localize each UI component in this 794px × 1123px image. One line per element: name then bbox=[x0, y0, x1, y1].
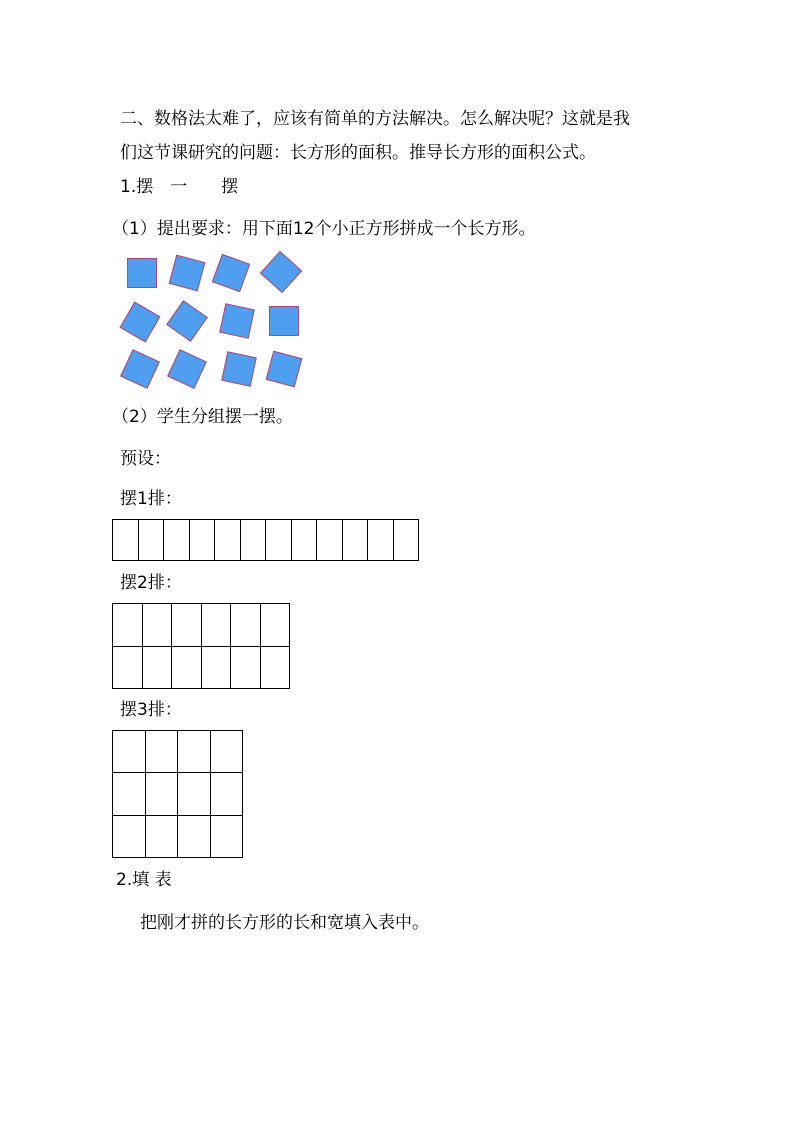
grid-cell bbox=[145, 815, 178, 857]
intro-line-2: 们这节课研究的问题：长方形的面积。推导长方形的面积公式。 bbox=[120, 143, 596, 163]
row3-label: 摆3排： bbox=[120, 700, 182, 720]
small-square bbox=[120, 349, 160, 389]
grid-cell bbox=[266, 520, 292, 561]
small-square bbox=[266, 351, 303, 388]
grid-cell bbox=[231, 604, 261, 647]
grid-cell bbox=[172, 646, 202, 689]
grid-cell bbox=[164, 520, 190, 561]
grid-cell bbox=[393, 520, 419, 561]
grid-cell bbox=[210, 815, 243, 857]
grid-cell bbox=[178, 815, 211, 857]
row2-label: 摆2排： bbox=[120, 573, 182, 593]
small-square bbox=[269, 306, 299, 336]
grid-cell bbox=[231, 646, 261, 689]
grid-2-rows bbox=[112, 603, 290, 689]
small-square bbox=[260, 251, 302, 293]
grid-3-rows bbox=[112, 730, 243, 858]
row1-label: 摆1排： bbox=[120, 489, 182, 509]
step1-group-activity: （2）学生分组摆一摆。 bbox=[112, 407, 293, 427]
step1-heading: 1.摆 一 摆 bbox=[120, 177, 239, 197]
small-square bbox=[167, 349, 207, 389]
grid-1-row bbox=[112, 519, 419, 561]
step2-heading: 2.填 表 bbox=[116, 870, 172, 890]
grid-cell bbox=[172, 604, 202, 647]
grid-cell bbox=[113, 520, 139, 561]
grid-cell bbox=[142, 604, 172, 647]
step2-text: 把刚才拼的长方形的长和宽填入表中。 bbox=[140, 913, 429, 933]
grid-cell bbox=[113, 604, 143, 647]
grid-cell bbox=[178, 731, 211, 773]
grid-cell bbox=[201, 604, 231, 647]
grid-cell bbox=[138, 520, 164, 561]
grid-cell bbox=[210, 731, 243, 773]
small-square bbox=[127, 258, 157, 288]
small-squares-group bbox=[118, 248, 318, 394]
grid-cell bbox=[240, 520, 266, 561]
grid-cell bbox=[113, 731, 146, 773]
small-square bbox=[166, 300, 208, 342]
grid-cell bbox=[113, 773, 146, 815]
small-square bbox=[169, 255, 206, 292]
grid-cell bbox=[145, 773, 178, 815]
grid-cell bbox=[113, 815, 146, 857]
intro-line-1: 二、数格法太难了，应该有简单的方法解决。怎么解决呢？这就是我 bbox=[120, 109, 630, 129]
step1-requirement: （1）提出要求：用下面12个小正方形拼成一个长方形。 bbox=[112, 219, 536, 239]
grid-cell bbox=[201, 646, 231, 689]
grid-cell bbox=[145, 731, 178, 773]
small-square bbox=[212, 254, 250, 292]
grid-cell bbox=[142, 646, 172, 689]
grid-cell bbox=[178, 773, 211, 815]
grid-cell bbox=[189, 520, 215, 561]
small-square bbox=[221, 351, 257, 387]
grid-cell bbox=[368, 520, 394, 561]
grid-cell bbox=[215, 520, 241, 561]
small-square bbox=[219, 303, 255, 339]
small-square bbox=[120, 302, 161, 343]
preset-label: 预设： bbox=[120, 449, 171, 469]
grid-cell bbox=[113, 646, 143, 689]
grid-cell bbox=[317, 520, 343, 561]
grid-cell bbox=[291, 520, 317, 561]
grid-cell bbox=[260, 646, 290, 689]
grid-cell bbox=[210, 773, 243, 815]
grid-cell bbox=[342, 520, 368, 561]
grid-cell bbox=[260, 604, 290, 647]
